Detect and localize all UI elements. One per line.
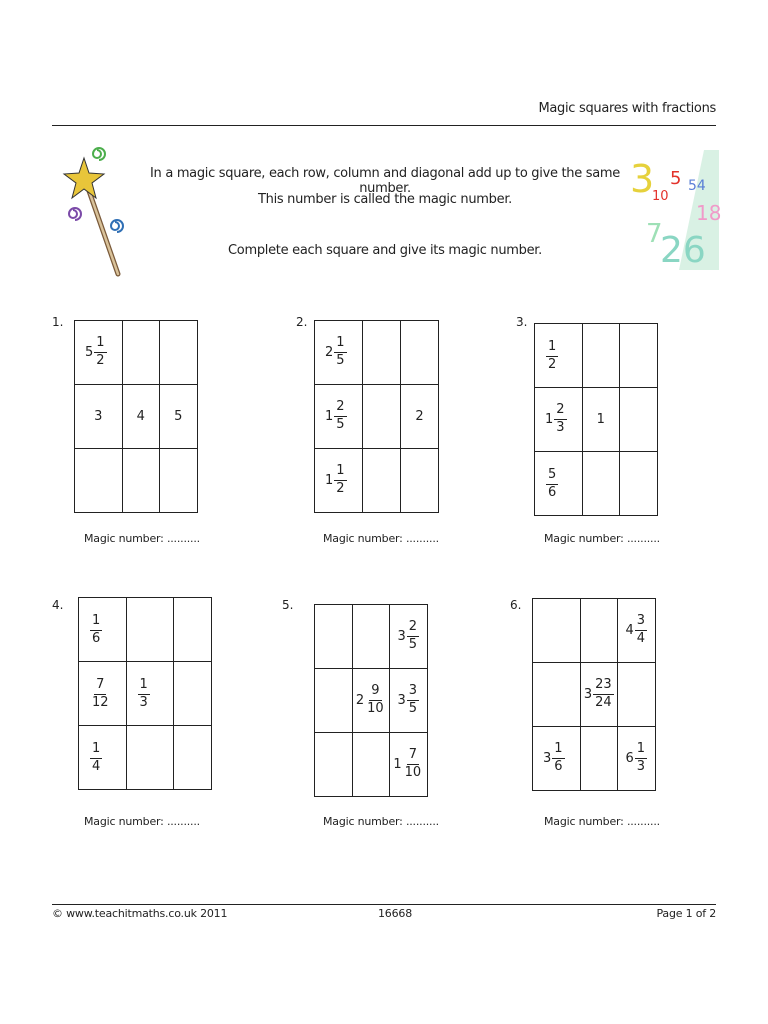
- grid-cell[interactable]: [160, 385, 198, 449]
- grid-cell[interactable]: [618, 663, 656, 727]
- grid-cell[interactable]: [315, 733, 353, 797]
- grid-cell[interactable]: [126, 662, 174, 726]
- fraction: [365, 684, 386, 717]
- grid-cell[interactable]: [535, 452, 583, 516]
- grid-cell[interactable]: [390, 669, 428, 733]
- grid-cell[interactable]: [79, 598, 127, 662]
- cell-value: [89, 614, 102, 647]
- cell-value: [393, 748, 423, 781]
- magic-square-grid: [314, 604, 428, 797]
- fraction: [138, 678, 150, 711]
- numerator: 1: [138, 678, 150, 695]
- footer-copyright: © www.teachitmaths.co.uk 2011: [52, 907, 228, 920]
- grid-cell[interactable]: [390, 605, 428, 669]
- whole-number: 4: [625, 623, 634, 638]
- grid-cell[interactable]: [122, 321, 160, 385]
- fraction: [546, 340, 558, 373]
- cell-value: [137, 678, 150, 711]
- denominator: 5: [408, 701, 418, 716]
- denominator: 3: [139, 694, 148, 710]
- magic-square-grid: [78, 597, 212, 790]
- whole-number: 1: [393, 757, 402, 772]
- cell-value: [597, 412, 605, 427]
- fraction: [552, 742, 564, 775]
- grid-cell[interactable]: [363, 449, 401, 513]
- grid-cell[interactable]: [315, 449, 363, 513]
- intro-line-2: This number is called the magic number.: [257, 192, 513, 207]
- denominator: 2: [548, 356, 557, 372]
- cell-value: [356, 684, 386, 717]
- fraction: [334, 400, 346, 433]
- cell-value: [543, 742, 565, 775]
- numerator: 2: [554, 403, 566, 420]
- grid-cell[interactable]: [618, 599, 656, 663]
- cell-value: [325, 464, 347, 497]
- grid-cell[interactable]: [160, 321, 198, 385]
- numerator: 7: [407, 748, 419, 765]
- grid-cell[interactable]: [315, 669, 353, 733]
- deco-number: 26: [660, 230, 706, 271]
- cell-value: [174, 409, 182, 424]
- footer-code: 16668: [378, 907, 412, 920]
- numerator: 3: [635, 614, 647, 631]
- grid-cell[interactable]: [363, 321, 401, 385]
- grid-cell[interactable]: [315, 321, 363, 385]
- grid-cell[interactable]: [535, 388, 583, 452]
- whole-number: 3: [397, 693, 406, 708]
- grid-cell[interactable]: [122, 385, 160, 449]
- numbers-decoration: [624, 140, 724, 280]
- grid-cell[interactable]: [122, 449, 160, 513]
- numerator: 5: [546, 468, 558, 485]
- cell-value: [545, 340, 558, 373]
- cell-value: [85, 336, 107, 369]
- grid-cell[interactable]: [75, 449, 123, 513]
- numerator: 1: [90, 742, 102, 759]
- whole-number: 1: [596, 412, 605, 427]
- whole-number: 2: [355, 693, 365, 708]
- fraction: [554, 403, 566, 436]
- grid-cell[interactable]: [352, 669, 390, 733]
- whole-number: 3: [543, 751, 552, 766]
- deco-number: 54: [688, 178, 706, 194]
- magic-square-grid: [314, 320, 439, 513]
- fraction: [334, 336, 346, 369]
- cell-value: [625, 742, 647, 775]
- numerator: 23: [593, 678, 614, 695]
- cell-value: [545, 468, 558, 501]
- numerator: 1: [94, 336, 106, 353]
- grid-cell[interactable]: [79, 662, 127, 726]
- denominator: 2: [96, 353, 105, 368]
- cell-value: [89, 742, 102, 775]
- cell-value: [545, 403, 567, 436]
- grid-cell[interactable]: [79, 726, 127, 790]
- fraction: [334, 464, 346, 497]
- numerator: 1: [552, 742, 564, 759]
- whole-number: 1: [545, 412, 554, 427]
- whole-number: 3: [94, 409, 103, 424]
- grid-cell[interactable]: [533, 727, 581, 791]
- cell-value: [137, 409, 145, 424]
- fraction: [635, 742, 647, 775]
- cell-value: [94, 409, 102, 424]
- fraction: [407, 684, 419, 717]
- numerator: 2: [407, 620, 419, 637]
- fraction: [403, 748, 424, 781]
- fraction: [593, 678, 614, 711]
- whole-number: 5: [174, 409, 183, 424]
- deco-number: 18: [696, 201, 722, 225]
- grid-cell[interactable]: [352, 733, 390, 797]
- denominator: 5: [336, 353, 345, 368]
- magic-number-answer[interactable]: Magic number: ..........: [323, 532, 439, 545]
- grid-cell[interactable]: [580, 727, 618, 791]
- deco-number: 5: [670, 168, 682, 189]
- magic-number-answer[interactable]: Magic number: ..........: [323, 815, 439, 828]
- grid-cell[interactable]: [533, 663, 581, 727]
- header-rule: [52, 125, 716, 126]
- grid-cell[interactable]: [75, 385, 123, 449]
- fraction: [94, 336, 106, 369]
- whole-number: 3: [583, 687, 593, 702]
- grid-cell[interactable]: [126, 598, 174, 662]
- magic-number-answer[interactable]: Magic number: ..........: [84, 532, 200, 545]
- numerator: 1: [334, 464, 346, 481]
- grid-cell[interactable]: [620, 452, 658, 516]
- magic-number-answer[interactable]: Magic number: ..........: [84, 815, 200, 828]
- numerator: 1: [334, 336, 346, 353]
- magic-square-grid: [74, 320, 198, 513]
- magic-number-answer[interactable]: Magic number: ..........: [544, 532, 660, 545]
- denominator: 6: [92, 630, 101, 646]
- whole-number: 1: [325, 409, 334, 424]
- numerator: 1: [546, 340, 558, 357]
- puzzle-number: 4.: [52, 598, 64, 612]
- denominator: 4: [636, 631, 646, 646]
- footer-page: Page 1 of 2: [656, 907, 716, 920]
- cell-value: [89, 678, 111, 711]
- grid-cell[interactable]: [315, 385, 363, 449]
- fraction: [407, 620, 419, 653]
- denominator: 10: [404, 765, 422, 780]
- grid-cell[interactable]: [401, 449, 439, 513]
- denominator: 4: [92, 758, 101, 774]
- grid-cell[interactable]: [174, 598, 212, 662]
- magic-wand-illustration: [60, 140, 130, 280]
- grid-cell[interactable]: [126, 726, 174, 790]
- grid-cell[interactable]: [533, 599, 581, 663]
- grid-cell[interactable]: [620, 324, 658, 388]
- fraction: [90, 678, 111, 711]
- cell-value: [325, 336, 347, 369]
- whole-number: 2: [325, 345, 334, 360]
- denominator: 6: [554, 759, 563, 774]
- numerator: 9: [369, 684, 381, 701]
- grid-cell[interactable]: [390, 733, 428, 797]
- grid-cell[interactable]: [352, 605, 390, 669]
- whole-number: 4: [136, 409, 145, 424]
- denominator: 10: [367, 701, 384, 716]
- fraction: [90, 742, 102, 775]
- footer-rule: [52, 904, 716, 905]
- fraction: [546, 468, 558, 501]
- puzzle-number: 2.: [296, 315, 308, 329]
- whole-number: 6: [625, 751, 634, 766]
- puzzle-number: 6.: [510, 598, 522, 612]
- puzzle-number: 5.: [282, 598, 294, 612]
- cell-value: [584, 678, 614, 711]
- grid-cell[interactable]: [160, 449, 198, 513]
- numerator: 1: [635, 742, 647, 759]
- denominator: 12: [92, 694, 109, 710]
- puzzle-number: 3.: [516, 315, 528, 329]
- denominator: 5: [336, 417, 345, 432]
- grid-cell[interactable]: [535, 324, 583, 388]
- deco-number: 7: [646, 219, 663, 249]
- fraction: [90, 614, 102, 647]
- whole-number: 1: [325, 473, 334, 488]
- numerator: 1: [90, 614, 102, 631]
- intro-line-1: In a magic square, each row, column and diagonal add up to give the same number.: [150, 166, 620, 196]
- denominator: 3: [636, 759, 646, 774]
- intro-line-3: Complete each square and give its magic number.: [228, 243, 542, 258]
- cell-value: [625, 614, 647, 647]
- denominator: 6: [548, 484, 557, 500]
- numerator: 2: [334, 400, 346, 417]
- grid-cell[interactable]: [401, 321, 439, 385]
- grid-cell[interactable]: [582, 324, 620, 388]
- grid-cell[interactable]: [174, 662, 212, 726]
- grid-cell[interactable]: [401, 385, 439, 449]
- cell-value: [415, 409, 423, 424]
- grid-cell[interactable]: [580, 663, 618, 727]
- puzzle-number: 1.: [52, 315, 64, 329]
- cell-value: [397, 684, 419, 717]
- whole-number: 5: [85, 345, 94, 360]
- grid-cell[interactable]: [580, 599, 618, 663]
- denominator: 5: [408, 637, 418, 652]
- page-header-title: Magic squares with fractions: [538, 101, 716, 116]
- grid-cell[interactable]: [582, 388, 620, 452]
- grid-cell[interactable]: [75, 321, 123, 385]
- numerator: 7: [94, 678, 106, 695]
- grid-cell[interactable]: [582, 452, 620, 516]
- denominator: 2: [336, 481, 345, 496]
- whole-number: 3: [397, 629, 406, 644]
- magic-square-grid: [534, 323, 658, 516]
- magic-square-grid: [532, 598, 656, 791]
- magic-number-answer[interactable]: Magic number: ..........: [544, 815, 660, 828]
- denominator: 24: [595, 695, 612, 710]
- deco-number: 3: [630, 157, 655, 201]
- grid-cell[interactable]: [363, 385, 401, 449]
- cell-value: [325, 400, 347, 433]
- denominator: 3: [556, 420, 565, 435]
- grid-cell[interactable]: [618, 727, 656, 791]
- grid-cell[interactable]: [174, 726, 212, 790]
- grid-cell[interactable]: [315, 605, 353, 669]
- fraction: [635, 614, 647, 647]
- whole-number: 2: [415, 409, 424, 424]
- deco-number: 10: [652, 189, 669, 204]
- cell-value: [397, 620, 419, 653]
- numerator: 3: [407, 684, 419, 701]
- grid-cell[interactable]: [620, 388, 658, 452]
